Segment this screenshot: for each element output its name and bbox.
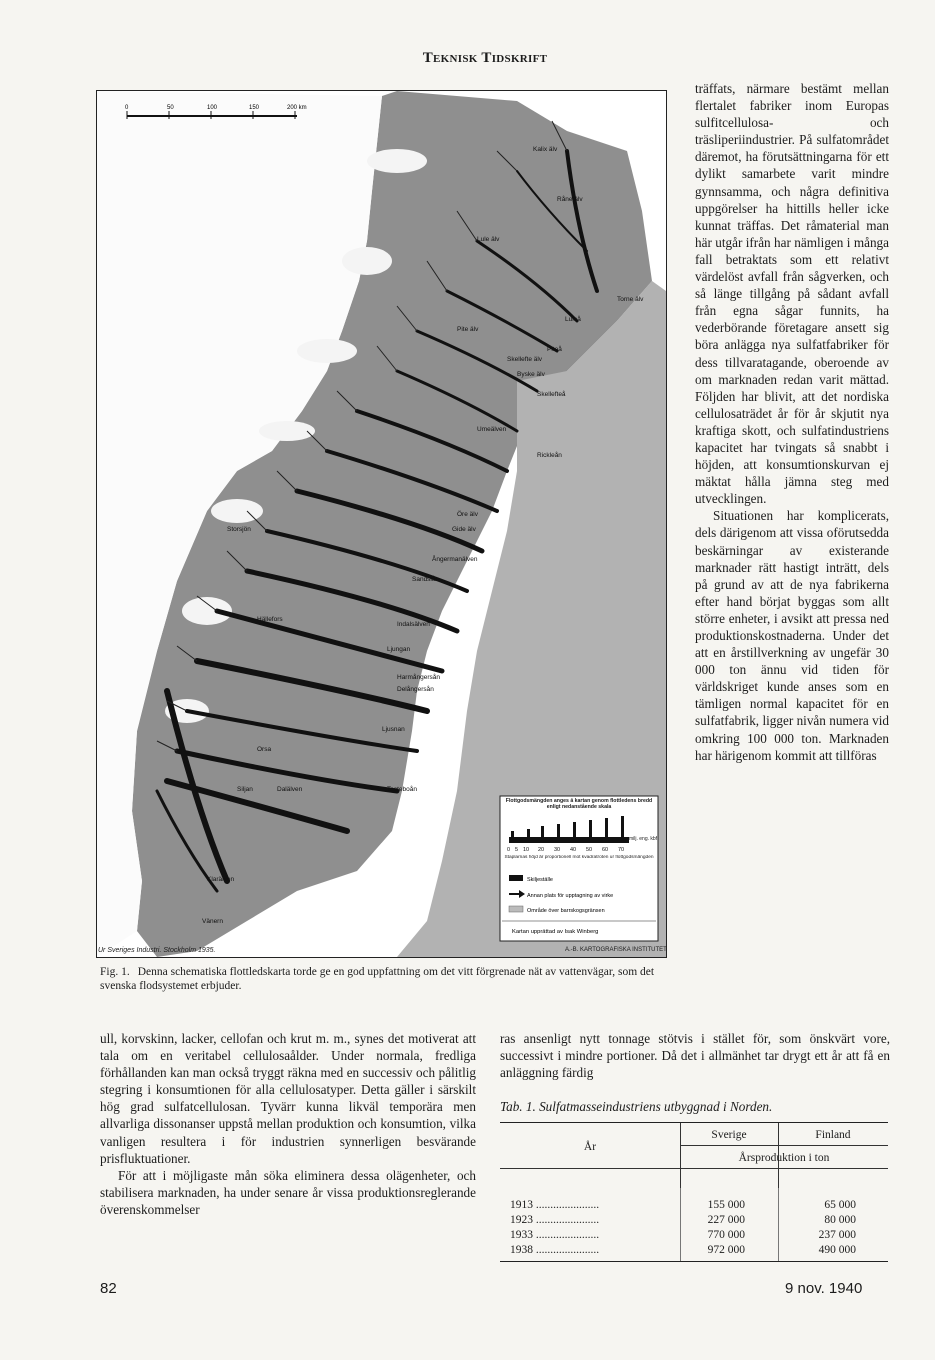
river-label: Lule älv — [477, 236, 500, 243]
river-label: Testeboån — [387, 786, 417, 793]
legend-author: Kartan upprättad av Isak Winberg — [512, 929, 599, 935]
legend-tick: 40 — [570, 847, 577, 853]
river-label: Orsa — [257, 746, 272, 753]
table-row-year: 1913 ...................... — [510, 1199, 600, 1211]
river-label: Storsjön — [227, 526, 251, 533]
legend-note: Staplarnas höjd är proportionell mot kvadratroten ur flottgodsmängden — [504, 855, 654, 860]
river-label: Ångermanälven — [432, 556, 478, 563]
table-row-year: 1923 ...................... — [510, 1214, 600, 1226]
river-label: Byske älv — [517, 371, 545, 378]
river-label: Gide älv — [452, 526, 476, 533]
river-label: Dalälven — [277, 786, 303, 793]
issue-date: 9 nov. 1940 — [785, 1280, 863, 1297]
river-label: Kalix älv — [533, 146, 558, 153]
production-table — [500, 1122, 888, 1262]
river-map-figure — [96, 90, 667, 958]
scale-label-200: 200 km — [287, 105, 307, 111]
river-label: Pite älv — [457, 326, 479, 333]
caption-label: Fig. 1. — [100, 966, 130, 978]
river-label: Piteå — [547, 346, 562, 353]
river-label: Sandslån — [412, 576, 440, 583]
river-label: Råne älv — [557, 196, 583, 203]
paragraph: För att i möjligaste mån söka eliminera dessa olägenheter, och stabilisera marknaden, ha under senare år vissa produktionsreglerande överenskommelser — [100, 1167, 476, 1217]
legend-tick: 70 — [618, 847, 625, 853]
col-header-year: År — [583, 1141, 597, 1153]
paragraph: Situationen har komplicerats, dels därigenom att vissa oförutsedda beskärningar av existerande marknader rätt hastigt inträtt, dels på grund av att de nya fabrikerna efter hand börjat byggas som allt större enheter, i avsikt att pressa ned produktionskostnaderna. Under det att en årstillverkning av ungefär 30 000 ton ännu vid tiden för världskriget kunde anses som en tämligen normal kapacitet för en sulfatfabrik, ligger nivån numera vid omkring 100 000 ton. Marknaden har härigenom kommit att tillföras — [695, 508, 889, 763]
river-label: Klarälven — [207, 876, 235, 883]
map-legend — [500, 796, 659, 941]
legend-tick: 5 — [515, 847, 519, 853]
river-label: Rickleån — [537, 452, 562, 459]
river-label: Hällefors — [257, 616, 283, 623]
table-cell-finland: 80 000 — [824, 1214, 856, 1226]
legend-tick: 10 — [523, 847, 530, 853]
table-cell-finland: 237 000 — [818, 1229, 856, 1241]
river-label: Umeälven — [477, 426, 507, 433]
river-label: Skellefteå — [537, 391, 566, 398]
river-label: Torne älv — [617, 296, 644, 303]
legend-tick: 0 — [507, 847, 511, 853]
figure-caption — [100, 965, 660, 993]
river-label: Delångersån — [397, 686, 434, 693]
paragraph: ull, korvskinn, lacker, cellofan och krut m. m., synes det motiverat att tala om en veritabel cellulosaålder. Under normala, fredliga förhållanden kan man också tryggt räkna med en successiv och pålitlig stegring i konsumtionen för alla cellulosatyper. Detta gäller i särskilt hög grad sulfatcellulosan. Tyvärr kunna likväl temporära men allvarliga dissonanser uppstå mellan produktion och konsumtion, vilka vanligen resultera i för industrien synnerligen besvärande prisfluktuationer. — [100, 1031, 476, 1166]
table-row-year: 1933 ...................... — [510, 1229, 600, 1241]
legend-tick: 20 — [538, 847, 545, 853]
table-cell-sverige: 770 000 — [707, 1229, 745, 1241]
table-row-year: 1938 ...................... — [510, 1244, 600, 1256]
scale-label-150: 150 — [249, 105, 260, 111]
page-number: 82 — [100, 1280, 117, 1297]
right-column — [695, 80, 889, 764]
table-cell-sverige: 972 000 — [707, 1244, 745, 1256]
col-header-finland: Finland — [815, 1129, 851, 1141]
legend-tick: 60 — [602, 847, 609, 853]
table-cell-finland: 490 000 — [818, 1244, 856, 1256]
continuation-paragraph: ras ansenligt nytt tonnage stötvis i stället för, som önskvärt vore, successivt i mindre portioner. Då det i allmänhet tar drygt ett år att få en anläggning färdig — [500, 1031, 890, 1081]
scale-label-50: 50 — [167, 105, 174, 111]
river-label: Indalsälven — [397, 621, 430, 628]
river-label: Ljungan — [387, 646, 411, 653]
river-label: Vänern — [202, 918, 223, 925]
table-cell-sverige: 155 000 — [707, 1199, 745, 1211]
legend-item: Skiljeställe — [527, 877, 553, 883]
legend-title: Flottgodsmängden anges å kartan genom flottledens bredd enligt nedanstående skala — [505, 798, 653, 811]
river-label: Harmångersån — [397, 674, 440, 681]
caption-text: Denna schematiska flottledskarta torde ge en god uppfattning om det vitt förgrenade nät av vattenvägar, som det svenska flodsystemet erbjuder. — [100, 966, 655, 992]
legend-swatch-area — [509, 906, 523, 912]
table-title: Tab. 1. Sulfatmasseindustriens utbyggnad i Norden. — [500, 1099, 773, 1114]
legend-scale-unit: milj. eng. kbf. — [629, 836, 659, 842]
masthead: Teknisk Tidskrift — [422, 50, 548, 66]
paragraph: träffats, närmare bestämt mellan flertalet fabriker inom Europas sulfitcellulosa- och träsliperiindustrier. På sulfatområdet däremot, ha förutsättningarna för ett dylikt samarbete varit mindre gynnsamma, och några definitiva uppgörelser ha hittills heller icke kunnat träffas. Det råmaterial man här utgår ifrån har nämligen i många fall betraktats som ett relativt värdelöst avfall från sågverken, och så länge tillgång på sådant avfall från egna sågar funnits, ha vederbörande företagare ansett sig böra anlägga nya sulfatfabriker för dess tillvaratagande, oberoende av om marknaden redan varit mättad. Följden har blivit, att det nordiska cellulosaträdet år för år skjutit nya kraftiga skott, och sulfatindustriens kapacitet har tvingats så snabbt i höjden, att konsumtionskurvan ej mäktat hålla jämna steg med utvecklingen. — [695, 81, 889, 507]
river-label: Luleå — [565, 316, 581, 323]
river-label: Siljan — [237, 786, 253, 793]
map-credit: Ur Sveriges Industri. Stockholm 1935. — [98, 947, 216, 954]
scale-label-100: 100 — [207, 105, 218, 111]
legend-tick: 50 — [586, 847, 593, 853]
legend-item: Område över barrskogsgränsen — [527, 908, 605, 914]
legend-swatch-skiljestalle — [509, 875, 523, 881]
river-label: Ljusnan — [382, 726, 405, 733]
river-label: Öre älv — [457, 511, 478, 518]
table-cell-sverige: 227 000 — [707, 1214, 745, 1226]
scale-label-0: 0 — [125, 105, 129, 111]
map-svg — [97, 91, 666, 957]
river-label: Skellefte älv — [507, 356, 543, 363]
table-cell-finland: 65 000 — [824, 1199, 856, 1211]
col-subheader-production: Årsproduktion i ton — [738, 1152, 830, 1164]
map-agency: A.-B. KARTOGRAFISKA INSTITUTET — [565, 947, 667, 953]
left-column — [100, 1030, 476, 1218]
legend-item: Annan plats för upptagning av virke — [527, 893, 614, 899]
col-header-sverige: Sverige — [711, 1129, 747, 1141]
legend-tick: 30 — [554, 847, 561, 853]
